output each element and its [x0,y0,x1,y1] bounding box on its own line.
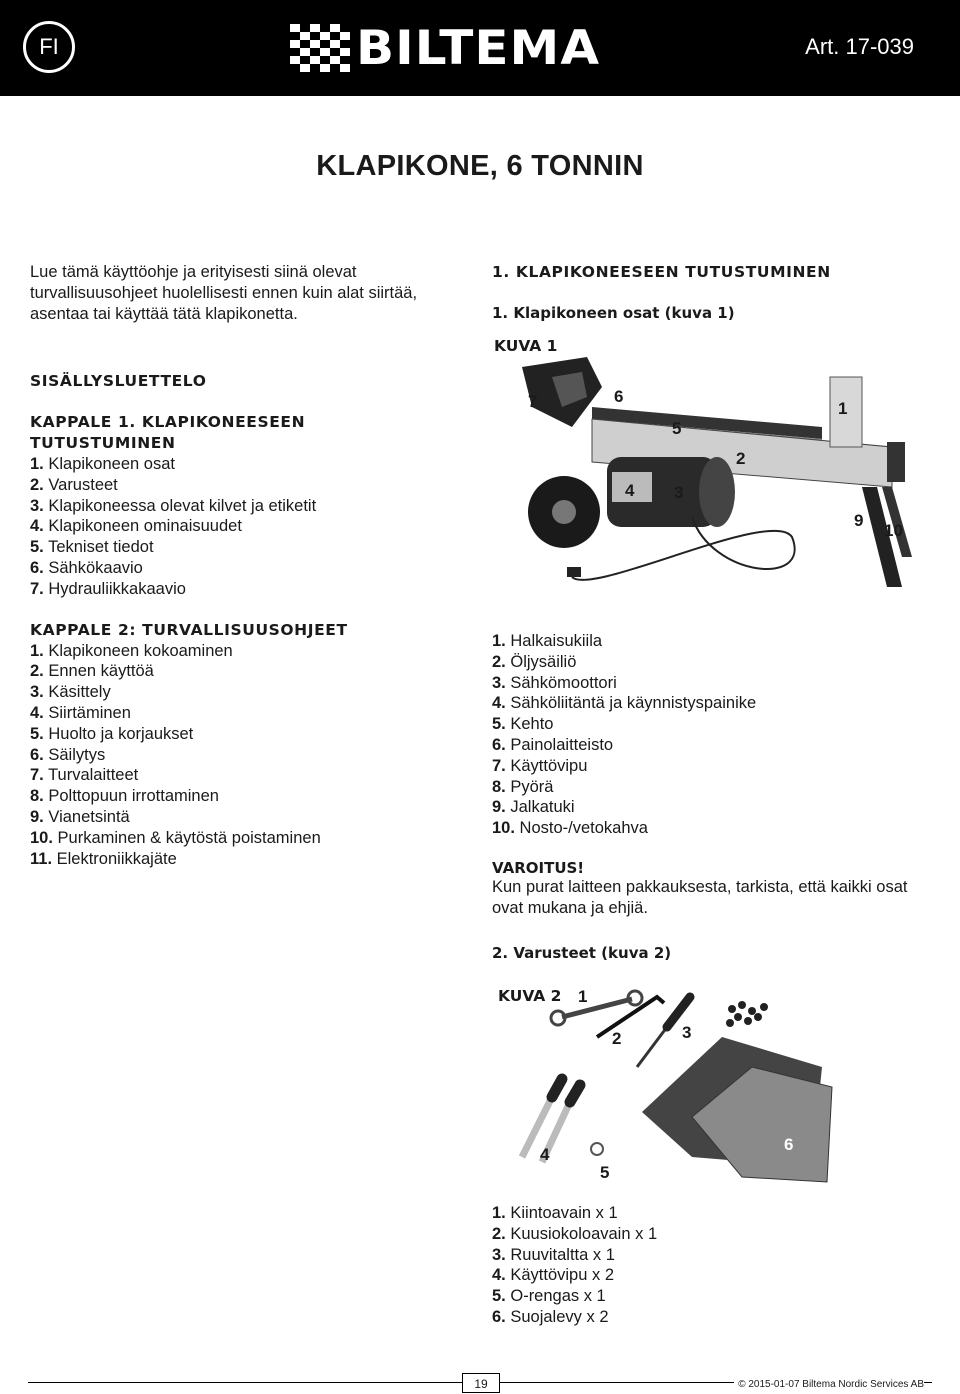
toc-item: 5. Tekniset tiedot [30,538,154,557]
toc-item: 5. Huolto ja korjaukset [30,724,194,743]
toc-chapter2-heading: KAPPALE 2: TURVALLISUUSOHJEET [30,620,348,639]
list-item: 1. Kiintoavain x 1 [492,1203,618,1222]
toc-item: 7. Hydrauliikkakaavio [30,579,186,598]
section1-heading: 1. KLAPIKONEESEEN TUTUSTUMINEN [492,263,831,281]
list-item: 10. Nosto-/vetokahva [492,819,648,838]
article-number: Art. 17-039 [805,34,914,59]
document-title: KLAPIKONE, 6 TONNIN [316,150,644,182]
toc-item: 9. Vianetsintä [30,807,130,826]
parts-list [492,631,932,839]
callout-8: 8 [550,487,560,506]
toc-item: 3. Käsittely [30,683,111,702]
list-item: 2. Öljysäiliö [492,652,577,671]
section1-sub2: 2. Varusteet (kuva 2) [492,943,672,962]
list-item: 1. Halkaisukiila [492,632,603,650]
log-splitter-illustration [492,337,922,601]
language-badge: FI [23,21,75,73]
copyright: © 2015-01-07 Biltema Nordic Services AB [734,1379,924,1390]
callout-1: 1 [838,399,848,418]
right-column [492,262,932,1328]
list-item: 5. Kehto [492,715,554,734]
page-number: 19 [462,1373,500,1393]
list-item: 2. Kuusiokoloavain x 1 [492,1224,658,1243]
toc-item: 8. Polttopuun irrottaminen [30,787,219,806]
callout-9: 9 [854,511,864,530]
section1-sub1: 1. Klapikoneen osat (kuva 1) [492,304,735,322]
list-item: 3. Ruuvitaltta x 1 [492,1245,615,1264]
toc-item: 6. Sähkökaavio [30,558,143,577]
callout-7: 7 [528,392,538,411]
toc-chapter1-heading: KAPPALE 1. KLAPIKONEESEEN TUTUSTUMINEN [30,413,306,452]
list-item: 4. Käyttövipu x 2 [492,1266,614,1285]
callout-2: 2 [736,449,746,468]
callout-3: 3 [682,1022,692,1042]
list-item: 5. O-rengas x 1 [492,1287,606,1306]
toc-item: 1. Klapikoneen osat [30,455,175,473]
toc-heading: SISÄLLYSLUETTELO [30,372,207,390]
list-item: 4. Sähköliitäntä ja käynnistyspainike [492,694,757,713]
brand-wordmark: BILTEMA [356,20,601,76]
list-item: 6. Painolaitteisto [492,735,614,754]
callout-4: 4 [625,481,635,500]
callout-6: 6 [784,1134,794,1154]
list-item: 6. Suojalevy x 2 [492,1307,609,1326]
warning-text: Kun purat laitteen pakkauksesta, tarkista, että kaikki osat ovat mukana ja ehjiä. [492,877,908,917]
intro-text: Lue tämä käyttöohje ja erityisesti siinä olevat turvallisuusohjeet huolellisesti ennen kuin alat siirtää, asentaa tai käyttää tätä klapikonetta. [30,263,418,323]
accessories-list [492,1203,932,1328]
header-bar [0,0,960,96]
callout-4: 4 [540,1144,550,1164]
list-item: 3. Sähkömoottori [492,673,617,692]
toc-chapter1-list [30,454,450,600]
toc-item: 4. Siirtäminen [30,703,131,722]
toc-item: 2. Ennen käyttöä [30,662,154,681]
brand-logo [290,22,600,74]
callout-1: 1 [578,986,588,1006]
list-item: 9. Jalkatuki [492,798,575,817]
callout-6: 6 [614,387,624,406]
toc-item: 1. Klapikoneen kokoaminen [30,641,233,660]
list-item: 7. Käyttövipu [492,756,588,775]
figure-1 [492,337,922,601]
toc-item: 3. Klapikoneessa olevat kilvet ja etiketit [30,496,317,515]
toc-item: 11. Elektroniikkajäte [30,849,177,868]
left-column [30,262,450,869]
callout-5: 5 [600,1162,610,1182]
toc-item: 2. Varusteet [30,475,118,494]
callout-2: 2 [612,1028,622,1048]
toc-item: 10. Purkaminen & käytöstä poistaminen [30,828,321,847]
accessories-illustration [492,977,922,1191]
list-item: 8. Pyörä [492,777,554,796]
warning-heading: VAROITUS! [492,858,585,877]
callout-10: 10 [884,521,903,540]
callout-3: 3 [674,483,684,502]
toc-item: 4. Klapikoneen ominaisuudet [30,517,242,536]
callout-5: 5 [672,419,682,438]
toc-chapter2-list [30,641,450,870]
checkered-flag-icon [290,24,350,72]
figure-1-label: KUVA 1 [494,337,558,355]
figure-2-label: KUVA 2 [498,986,562,1005]
toc-item: 6. Säilytys [30,745,106,764]
toc-item: 7. Turvalaitteet [30,766,139,785]
figure-2 [492,977,922,1191]
